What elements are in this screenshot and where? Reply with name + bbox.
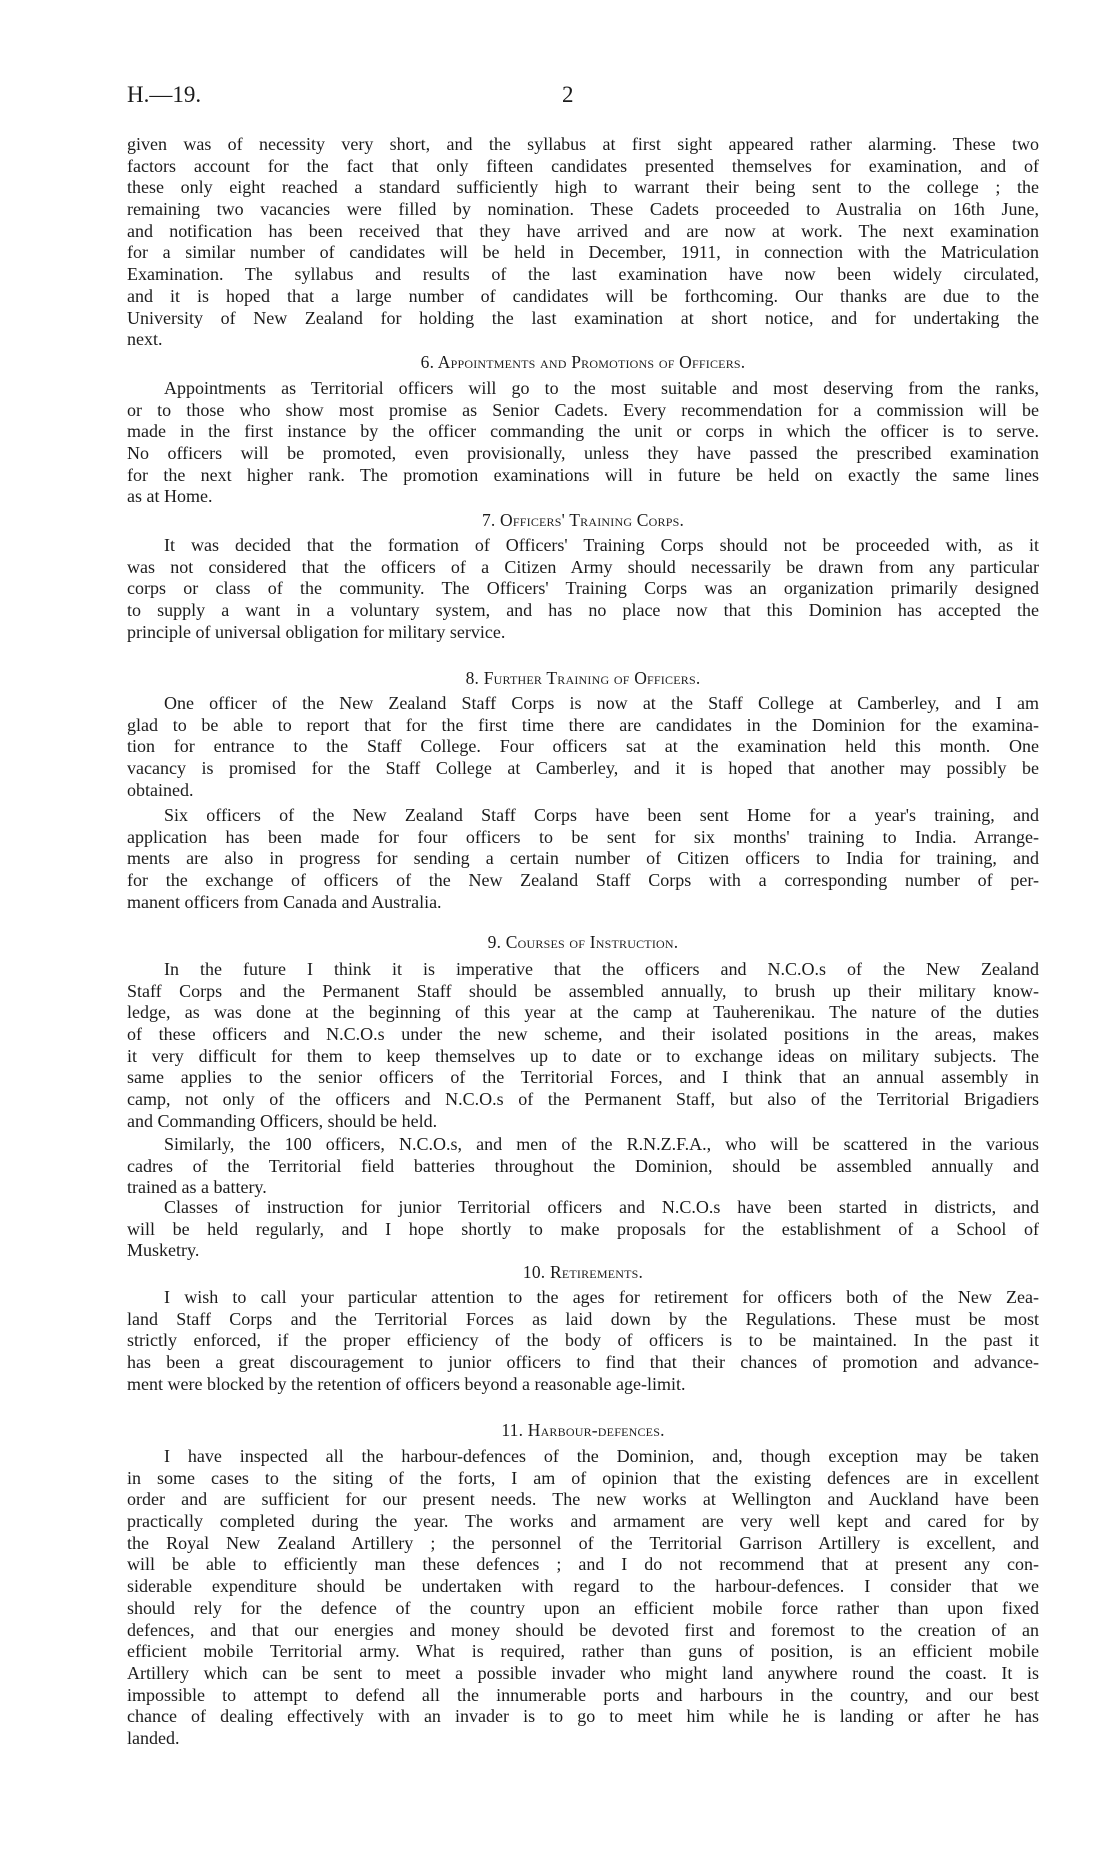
paragraph [127, 1134, 1039, 1199]
text-line: same applies to the senior officers of the Territorial Forces, and I think that an annual assembly in [127, 1067, 1039, 1088]
text-line: I wish to call your particular attention to the ages for retirement for officers both of the New Zea- [164, 1287, 1039, 1307]
text-line: It was decided that the formation of Officers' Training Corps should not be proceeded with, as it [164, 535, 1039, 555]
text-line: has been a great discouragement to junior officers to find that their chances of promotion and advance- [127, 1352, 1039, 1373]
text-line: cadres of the Territorial field batteries throughout the Dominion, should be assembled annually and [127, 1155, 1039, 1176]
section-heading: 7. Officers' Training Corps. [481, 510, 685, 530]
paragraph [127, 805, 1039, 913]
text-line: practically completed during the year. The works and armament are very well kept and cared for by [127, 1511, 1039, 1532]
text-line: application has been made for four officers to be sent for six months' training to India. Arrange- [127, 826, 1039, 847]
text-line: for a similar number of candidates will be held in December, 1911, in connection with the Matriculation [127, 242, 1039, 263]
text-line: trained as a battery. [127, 1177, 267, 1198]
text-line: was not considered that the officers of a Citizen Army should necessarily be drawn from any particular [127, 556, 1039, 577]
section-heading: 9. Courses of Instruction. [487, 932, 679, 952]
section-heading: 10. Retirements. [522, 1262, 644, 1282]
text-line: and Commanding Officers, should be held. [127, 1110, 438, 1131]
paragraph [127, 959, 1039, 1133]
text-line: tion for entrance to the Staff College. Four officers sat at the examination held this month. One [127, 736, 1039, 757]
text-line: strictly enforced, if the proper efficiency of the body of officers is to be maintained. In the past it [127, 1330, 1039, 1351]
text-line: impossible to attempt to defend all the innumerable ports and harbours in the country, and our best [127, 1684, 1039, 1705]
text-line: obtained. [127, 779, 194, 800]
paragraph [127, 1287, 1039, 1395]
text-line: should rely for the defence of the country upon an efficient mobile force rather than upon fixed [127, 1597, 1039, 1618]
text-line: for the next higher rank. The promotion examinations will in future be held on exactly the same lines [127, 464, 1039, 485]
text-line: One officer of the New Zealand Staff Corps is now at the Staff College at Camberley, and I am [164, 693, 1039, 713]
paragraph [127, 1446, 1039, 1750]
text-line: in some cases to the siting of the forts, I am of opinion that the existing defences are in excellent [127, 1467, 1039, 1488]
text-line: order and are sufficient for our present needs. The new works at Wellington and Auckland have been [127, 1489, 1039, 1510]
text-line: chance of dealing effectively with an invader is to go to meet him while he is landing or after he has [127, 1706, 1039, 1727]
text-line: for the exchange of officers of the New Zealand Staff Corps with a corresponding number of per- [127, 870, 1039, 891]
text-line: land Staff Corps and the Territorial Forces as laid down by the Regulations. These must be most [127, 1308, 1039, 1329]
paragraph [127, 1197, 1039, 1262]
text-line: of these officers and N.C.O.s under the new scheme, and their isolated positions in the areas, makes [127, 1024, 1039, 1045]
paragraph [127, 378, 1039, 508]
text-line: corps or class of the community. The Officers' Training Corps was an organization primarily designed [127, 578, 1039, 599]
page-number: 2 [562, 82, 574, 107]
text-line: as at Home. [127, 486, 213, 507]
paragraph [127, 134, 1039, 351]
text-line: efficient mobile Territorial army. What is required, rather than guns of position, is an efficient mobile [127, 1641, 1039, 1662]
text-line: made in the first instance by the officer commanding the unit or corps in which the officer is to serve. [127, 421, 1039, 442]
text-line: next. [127, 329, 163, 350]
section-heading: 6. Appointments and Promotions of Officers. [420, 352, 746, 372]
text-line: camp, not only of the officers and N.C.O.s of the Permanent Staff, but also of the Territorial Brigadiers [127, 1089, 1039, 1110]
document-reference: H.—19. [127, 82, 202, 107]
text-line: I have inspected all the harbour-defences of the Dominion, and, though exception may be taken [164, 1446, 1039, 1466]
text-line: Staff Corps and the Permanent Staff should be assembled annually, to brush up their military know- [127, 980, 1039, 1001]
text-line: manent officers from Canada and Australia. [127, 891, 442, 912]
text-line: to supply a want in a voluntary system, and has no place now that this Dominion has accepted the [127, 600, 1039, 621]
text-line: Classes of instruction for junior Territorial officers and N.C.O.s have been started in districts, and [164, 1197, 1039, 1217]
text-line: siderable expenditure should be undertaken with regard to the harbour-defences. I consider that we [127, 1576, 1039, 1597]
text-line: Appointments as Territorial officers will go to the most suitable and most deserving from the ranks, [164, 378, 1039, 398]
text-line: remaining two vacancies were filled by nomination. These Cadets proceeded to Australia on 16th June, [127, 199, 1039, 220]
section-heading: 11. Harbour-defences. [501, 1420, 665, 1440]
paragraph [127, 535, 1039, 643]
text-line: landed. [127, 1727, 180, 1748]
text-line: ment were blocked by the retention of officers beyond a reasonable age-limit. [127, 1373, 686, 1394]
text-line: Artillery which can be sent to meet a possible invader who might land anywhere round the coast. It is [127, 1662, 1039, 1683]
text-line: defences, and that our energies and money should be devoted first and foremost to the creation of an [127, 1619, 1039, 1640]
text-line: No officers will be promoted, even provisionally, unless they have passed the prescribed examination [127, 443, 1039, 464]
text-line: Six officers of the New Zealand Staff Corps have been sent Home for a year's training, and [164, 805, 1039, 825]
text-line: In the future I think it is imperative that the officers and N.C.O.s of the New Zealand [164, 959, 1039, 979]
text-line: University of New Zealand for holding the last examination at short notice, and for undertaking the [127, 307, 1039, 328]
text-line: Similarly, the 100 officers, N.C.O.s, and men of the R.N.Z.F.A., who will be scattered in the various [164, 1134, 1039, 1154]
text-line: vacancy is promised for the Staff College at Camberley, and it is hoped that another may possibly be [127, 758, 1039, 779]
text-line: these only eight reached a standard sufficiently high to warrant their being sent to the college ; the [127, 177, 1039, 198]
text-line: it very difficult for them to keep themselves up to date or to exchange ideas on military subjects. The [127, 1045, 1039, 1066]
paragraph [127, 693, 1039, 801]
text-line: glad to be able to report that for the first time there are candidates in the Dominion for the examina- [127, 714, 1039, 735]
text-line: will be held regularly, and I hope shortly to make proposals for the establishment of a School of [127, 1218, 1039, 1239]
text-line: or to those who show most promise as Senior Cadets. Every recommendation for a commission will be [127, 399, 1039, 420]
text-line: principle of universal obligation for military service. [127, 621, 506, 642]
section-heading: 8. Further Training of Officers. [465, 668, 701, 688]
text-line: ledge, as was done at the beginning of this year at the camp at Tauherenikau. The nature of the duties [127, 1002, 1039, 1023]
text-line: the Royal New Zealand Artillery ; the personnel of the Territorial Garrison Artillery is excellent, and [127, 1532, 1039, 1553]
text-line: and notification has been received that they have arrived and are now at work. The next examination [127, 220, 1039, 241]
text-line: factors account for the fact that only fifteen candidates presented themselves for examination, and of [127, 155, 1039, 176]
text-line: Examination. The syllabus and results of the last examination have now been widely circulated, [127, 264, 1039, 285]
text-line: ments are also in progress for sending a certain number of Citizen officers to India for training, and [127, 848, 1039, 869]
text-line: and it is hoped that a large number of candidates will be forthcoming. Our thanks are due to the [127, 285, 1039, 306]
text-line: given was of necessity very short, and the syllabus at first sight appeared rather alarming. These two [127, 134, 1039, 154]
text-line: Musketry. [127, 1240, 200, 1261]
text-line: will be able to efficiently man these defences ; and I do not recommend that at present any con- [127, 1554, 1039, 1575]
